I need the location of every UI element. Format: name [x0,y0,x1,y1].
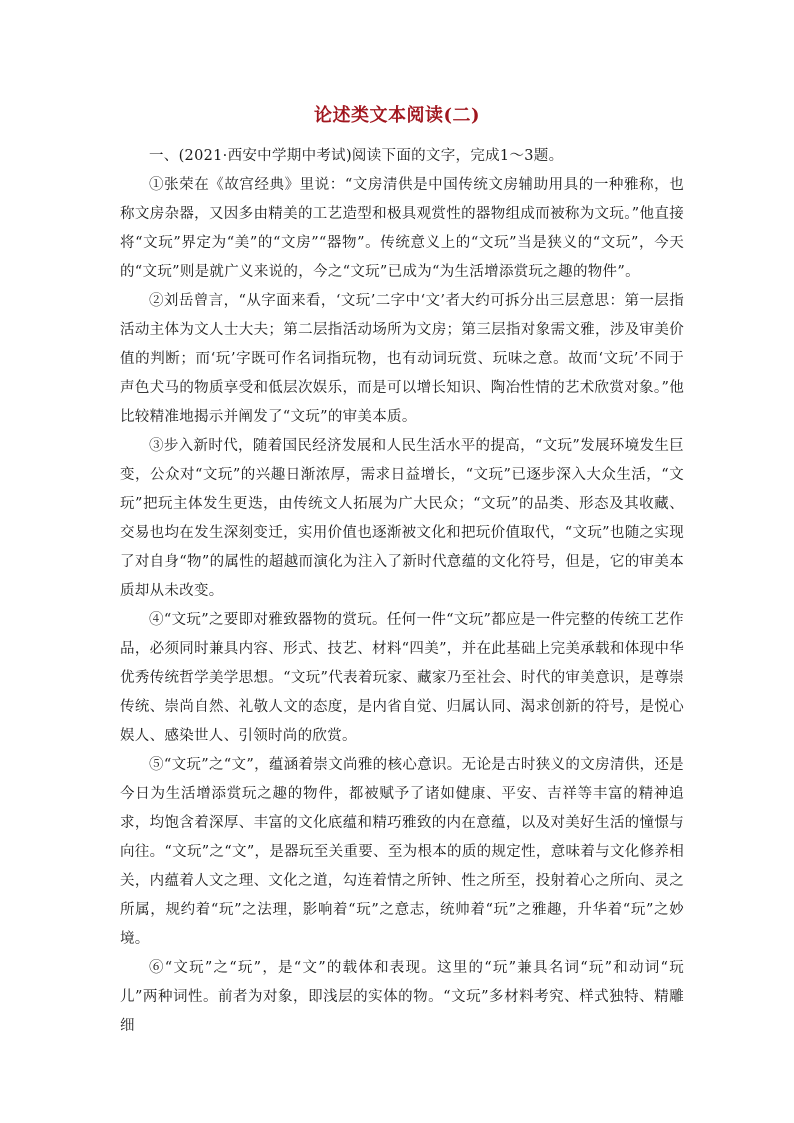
paragraph-4: ④“文玩”之要即对雅致器物的赏玩。任何一件“文玩”都应是一件完整的传统工艺作品，必须同时兼具内容、形式、技艺、材料“四美”，并在此基础上完美承载和体现中华优秀传统哲学美学思想。“文玩”代表着玩家、藏家乃至社会、时代的审美意识，是尊崇传统、崇尚自然、礼敬人文的态度，是内省自觉、归属认同、渴求创新的符号，是悦心娱人、感染世人、引领时尚的欣赏。 [120,612,684,744]
paragraph-6: ⑥“文玩”之“玩”，是“文”的载体和表现。这里的“玩”兼具名词“玩”和动词“玩儿”两种词性。前者为对象，即浅层的实体的物。“文玩”多材料考究、样式独特、精雕细 [120,960,684,1034]
paragraph-1: ①张荣在《故宫经典》里说：“文房清供是中国传统文房辅助用具的一种雅称，也称文房杂器，又因多由精美的工艺造型和极具观赏性的器物组成而被称为文玩。”他直接将“文玩”界定为“美”的“文房”“器物”。传统意义上的“文玩”当是狭义的“文玩”，今天的“文玩”则是就广义来说的，今之“文玩”已成为“为生活增添赏玩之趣的物件”。 [120,177,684,280]
article-body [120,142,684,1041]
paragraph-5: ⑤“文玩”之“文”，蕴涵着崇文尚雅的核心意识。无论是古时狭义的文房清供，还是今日为生活增添赏玩之趣的物件，都被赋予了诸如健康、平安、吉祥等丰富的精神追求，均饱含着深厚、丰富的文化底蕴和精巧雅致的内在意蕴，以及对美好生活的憧憬与向往。“文玩”之“文”，是器玩至关重要、至为根本的质的规定性，意味着与文化修养相关，内蕴着人文之理、文化之道，勾连着情之所钟、性之所至，投射着心之所向、灵之所属，规约着“玩”之法理，影响着“玩”之意志，统帅着“玩”之雅趣，升华着“玩”之妙境。 [120,757,684,947]
paragraph-3: ③步入新时代，随着国民经济发展和人民生活水平的提高，“文玩”发展环境发生巨变，公众对“文玩”的兴趣日渐浓厚，需求日益增长，“文玩”已逐步深入大众生活，“文玩”把玩主体发生更迭，由传统文人拓展为广大民众；“文玩”的品类、形态及其收藏、交易也均在发生深刻变迁，实用价值也逐渐被文化和把玩价值取代，“文玩”也随之实现了对自身“物”的属性的超越而演化为注入了新时代意蕴的文化符号，但是，它的审美本质却从未改变。 [120,438,684,599]
question-intro: 一、(2021·西安中学期中考试)阅读下面的文字，完成1～3题。 [149,148,564,164]
page-title: 论述类文本阅读(二) [313,105,481,126]
paragraph-2: ②刘岳曾言，“从字面来看，‘文玩’二字中‘文’者大约可拆分出三层意思：第一层指活动主体为文人士大夫；第二层指活动场所为文房；第三层指对象需文雅，涉及审美价值的判断；而‘玩’字既可作名词指玩物，也有动词玩赏、玩味之意。故而‘文玩’不同于声色犬马的物质享受和低层次娱乐，而是可以增长知识、陶冶性情的艺术欣赏对象。”他比较精准地揭示并阐发了“文玩”的审美本质。 [120,293,684,425]
